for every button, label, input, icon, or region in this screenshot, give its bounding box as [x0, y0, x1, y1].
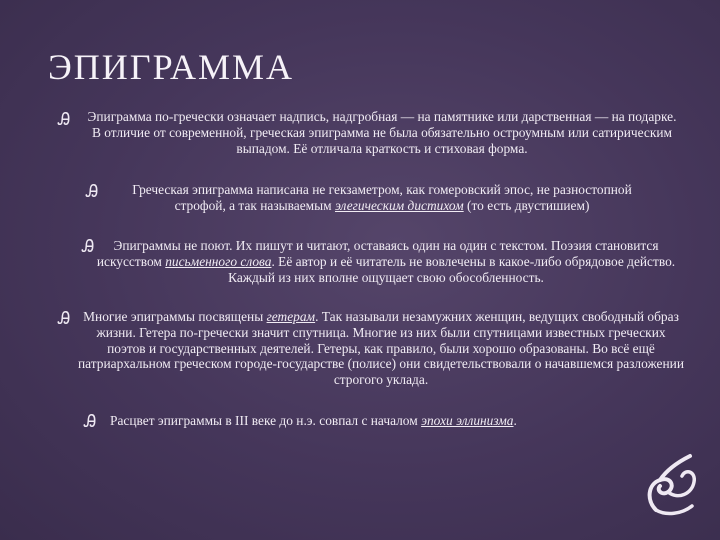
paragraph-2-text-end: (то есть двустишием) [463, 197, 590, 213]
ornament-icon [642, 450, 702, 520]
bullet-icon: Ꭿ [84, 412, 97, 432]
paragraph-4-text: Многие эпиграммы посвящены [83, 309, 267, 324]
paragraph-3-emphasis: письменного слова [165, 253, 272, 269]
paragraph-1-text: Эпиграмма по-гречески означает надпись, надгробная — на памятнике или дарственная — на подарке. В отличие от современной, греческая эпиграмма не была обязательно остроумным или сатирическим выпадом. Её отличала краткость и стиховая форма. [87, 109, 677, 156]
paragraph-5-text: Расцвет эпиграммы в III веке до н.э. совпал с началом [110, 413, 422, 428]
paragraph-3 [80, 238, 692, 285]
slide-title: ЭПИГРАММА [48, 47, 295, 87]
bullet-icon: Ꭿ [58, 309, 71, 329]
paragraph-4-text-end: . Так называли незамужних женщин, ведущих свободный образ жизни. Гетера по-гречески значит спутница. Многие из них были спутницами известных греческих поэтов и государственных деятелей. Гетеры, как правило, были хорошо образованы. Во всё ещё патриархальном греческом городе-государстве (полисе) они свидетельствовали о начавшемся разложении строгого уклада. [78, 309, 684, 388]
paragraph-1 [84, 109, 680, 156]
paragraph-5-text-end: . [513, 413, 517, 428]
paragraph-4-emphasis: гетерам [266, 309, 316, 324]
paragraph-2-text: Греческая эпиграмма написана не гекзаметром, как гомеровский эпос, не разностопной строфой, а так называемым [132, 182, 632, 213]
paragraph-3-text: Эпиграммы не поют. Их пишут и читают, оставаясь один на один с текстом. Поэзия становится искусством [96, 238, 659, 269]
paragraph-2-emphasis: элегическим дистихом [334, 197, 464, 213]
bullet-icon: Ꭿ [86, 182, 99, 202]
paragraph-5 [110, 413, 660, 429]
paragraph-2 [108, 182, 656, 214]
bullet-icon: Ꭿ [82, 237, 95, 257]
bullet-icon: Ꭿ [58, 110, 71, 130]
paragraph-3-text-end: . Её автор и её читатель не вовлечены в какое-либо обрядовое действо. Каждый из них вполне ощущает свою обособленность. [228, 253, 676, 285]
paragraph-5-emphasis: эпохи эллинизма [421, 413, 514, 428]
paragraph-4 [76, 309, 686, 388]
